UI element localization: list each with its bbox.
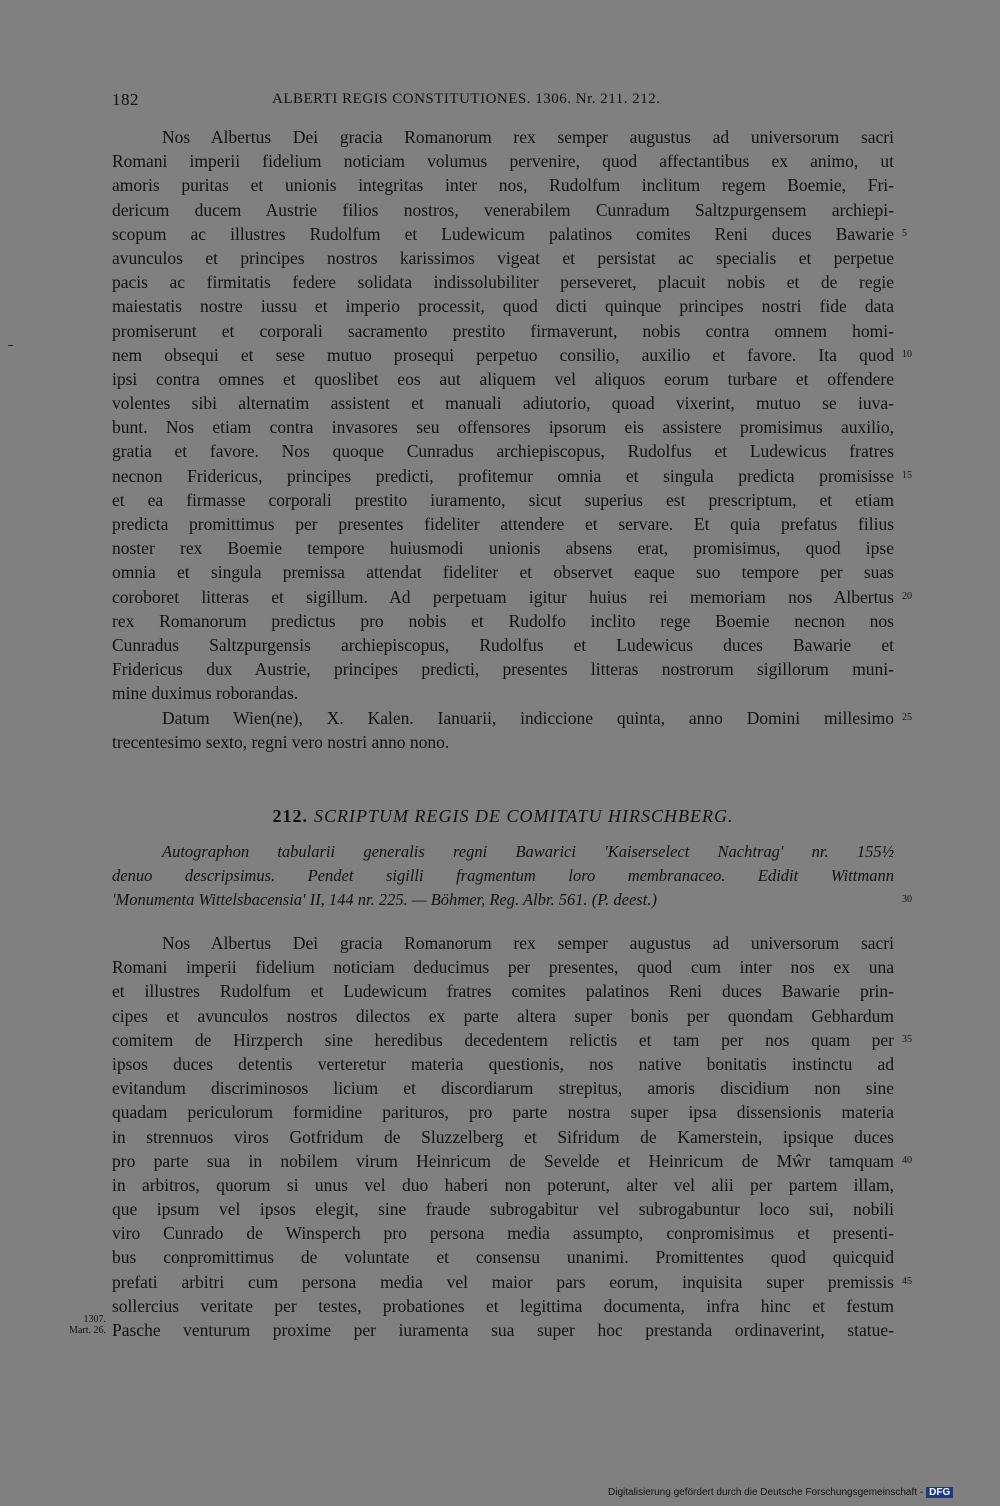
text-line: Cunradus Saltzpurgensis archiepiscopus, Rudolfus et Ludewicus duces Bawarie et xyxy=(112,634,894,655)
text-line: nem obsequi et sese mutuo prosequi perpetuo consilio, auxilio et favore. Ita quod 10 xyxy=(112,343,894,367)
text-line: Pasche venturum proxime per iuramenta sua super hoc prestanda ordinaverint, statue- xyxy=(112,1320,894,1340)
text-line: scopum ac illustres Rudolfum et Ludewicum palatinos comites Reni duces Bawarie 5 xyxy=(112,222,894,246)
text-line: gratia et favore. Nos quoque Cunradus archiepiscopus, Rudolfus et Ludewicus fratres xyxy=(112,441,894,462)
text-line: predicta promittimus per presentes fideliter attendere et servare. Et quia prefatus filius xyxy=(112,514,894,534)
text-line: et illustres Rudolfum et Ludewicum fratres comites palatinos Reni duces Bawarie prin- xyxy=(112,981,894,1002)
text-line: amoris puritas et unionis integritas inter nos, Rudolfum inclitum regem Boemie, Fri- xyxy=(112,175,894,196)
text-line: volentes sibi alternatim assistent et manuali adiutorio, quoad vixerint, mutuo se iuva- xyxy=(112,393,894,414)
text-line: omnia et singula premissa attendat fideliter et observet eaque suo tempore per suas xyxy=(112,562,894,583)
line-number: 45 xyxy=(902,1275,912,1287)
line-number: 5 xyxy=(902,227,907,239)
text-line: noster rex Boemie tempore huiusmodi unionis absens erat, promisimus, quod ipse xyxy=(112,538,894,559)
text-line: in arbitros, quorum si unus vel duo haberi non poterunt, alter vel alii per partem illam, xyxy=(112,1174,894,1195)
doc-212-body xyxy=(112,931,912,1342)
text-line: viro Cunrado de Winsperch pro persona media assumpto, conpromisimus et presenti- xyxy=(112,1223,894,1244)
margin-date xyxy=(46,1314,106,1336)
source-note xyxy=(112,840,912,912)
text-line: que ipsum vel ipsos elegit, sine fraude subrogabitur vel subrogabuntur loco sui, nobili xyxy=(112,1199,894,1220)
text-line: ipsi contra omnes et quoslibet eos aut aliquem vel aliquos eorum turbare et offendere xyxy=(112,368,894,389)
margin-date-day: Mart. 26. xyxy=(69,1325,106,1336)
text-line: quadam periculorum formidine parituros, pro parte nostra super ipsa dissensionis materia xyxy=(112,1102,894,1123)
line-number: 30 xyxy=(902,894,912,905)
funding-footer xyxy=(608,1487,953,1498)
text-line: mine duximus roborandas. xyxy=(112,683,299,704)
doc-212-title xyxy=(112,806,894,827)
text-line: ipsos duces detentis verteretur materia questionis, nos native bonitatis instinctu ad xyxy=(112,1053,894,1074)
text-line: rex Romanorum predictus pro nobis et Rudolfo inclito rege Boemie necnon nos xyxy=(112,610,894,631)
text-line: maiestatis nostre iussu et imperio processit, quod dicti quinque principes nostri fide data xyxy=(112,296,894,317)
text-line: prefati arbitri cum persona media vel maior pars eorum, inquisita super premissis 45 xyxy=(112,1270,894,1294)
doc-title: SCRIPTUM REGIS DE COMITATU HIRSCHBERG. xyxy=(314,806,734,826)
text-line: pro parte sua in nobilem virum Heinricum de Sevelde et Heinricum de Mŵr tamquam 40 xyxy=(112,1149,894,1173)
line-number: 10 xyxy=(902,348,912,360)
line-number: 25 xyxy=(902,711,912,723)
footer-text: Digitalisierung gefördert durch die Deutsche Forschungsgemeinschaft - xyxy=(608,1487,924,1498)
margin-date-year: 1307. xyxy=(83,1314,106,1325)
text-line: avunculos et principes nostros karissimos vigeat et persistat ac specialis et perpetue xyxy=(112,247,894,268)
text-line: in strennuos viros Gotfridum de Sluzzelberg et Sifridum de Kamerstein, ipsique duces xyxy=(112,1126,894,1147)
note-line: denuo descripsimus. Pendet sigilli fragmentum loro membranaceo. Edidit Wittmann xyxy=(112,866,894,885)
text-line: promiserunt et corporali sacramento prestito firmaverunt, nobis contra omnem homi- xyxy=(112,320,894,341)
text-line: Nos Albertus Dei gracia Romanorum rex semper augustus ad universorum sacri xyxy=(162,933,894,953)
page-header xyxy=(112,90,892,114)
doc-211-body xyxy=(112,125,912,754)
text-line: coroboret litteras et sigillum. Ad perpetuam igitur huius rei memoriam nos Albertus 20 xyxy=(112,585,894,609)
text-line: comitem de Hirzperch sine heredibus decedentem relictis et tam per nos quam per 35 xyxy=(112,1028,894,1052)
text-line: Romani imperii fidelium noticiam volumus pervenire, quod affectantibus ex animo, ut xyxy=(112,151,894,172)
page-number: 182 xyxy=(112,90,139,109)
text-line: Fridericus dux Austrie, principes predicti, presentes litteras nostrorum sigillorum muni- xyxy=(112,659,894,680)
dating-line: Datum Wien(ne), X. Kalen. Ianuarii, indiccione quinta, anno Domini millesimo 25 xyxy=(112,706,894,730)
margin-tick xyxy=(8,345,13,346)
text-line: bus conpromittimus de voluntate et consensu unanimi. Promittentes quod quicquid xyxy=(112,1247,894,1268)
text-line: evitandum discriminosos licium et discordiarum strepitus, amoris discidium non sine xyxy=(112,1078,894,1099)
text-line: bunt. Nos etiam contra invasores seu offensores ipsorum eis assistere promisimus auxilio, xyxy=(112,417,894,438)
text-line: necnon Fridericus, principes predicti, profitemur omnia et singula predicta promisisse 15 xyxy=(112,464,894,488)
doc-number: 212. xyxy=(272,806,309,826)
line-number: 20 xyxy=(902,590,912,602)
text-line: pacis ac firmitatis federe solidata indissolubiliter perseveret, placuit nobis et de regie xyxy=(112,272,894,293)
line-number: 40 xyxy=(902,1154,912,1166)
dfg-logo: DFG xyxy=(926,1487,953,1498)
note-line: 'Monumenta Wittelsbacensia' II, 144 nr. 225. — Böhmer, Reg. Albr. 561. (P. deest.) 30 xyxy=(112,888,894,912)
text-line: Romani imperii fidelium noticiam deducimus per presentes, quod cum inter nos ex una xyxy=(112,957,894,978)
line-number: 15 xyxy=(902,469,912,481)
text-line: cipes et avunculos nostros dilectos ex parte altera super bonis per quondam Gebhardum xyxy=(112,1005,894,1026)
note-line: Autographon tabularii generalis regni Bawarici 'Kaiserselect Nachtrag' nr. 155½ xyxy=(162,842,894,861)
line-number: 35 xyxy=(902,1033,912,1045)
text-line: dericum ducem Austrie filios nostros, venerabilem Cunradum Saltzpurgensem archiepi- xyxy=(112,199,894,220)
running-title: ALBERTI REGIS CONSTITUTIONES. 1306. Nr. 211. 212. xyxy=(272,91,661,107)
text-line: Nos Albertus Dei gracia Romanorum rex semper augustus ad universorum sacri xyxy=(162,127,894,147)
dating-line: trecentesimo sexto, regni vero nostri anno nono. xyxy=(112,731,450,752)
text-line: sollercius veritate per testes, probationes et legittima documenta, infra hinc et festum xyxy=(112,1295,894,1316)
text-line: et ea firmasse corporali prestito iuramento, sicut superius est prescriptum, et etiam xyxy=(112,489,894,510)
